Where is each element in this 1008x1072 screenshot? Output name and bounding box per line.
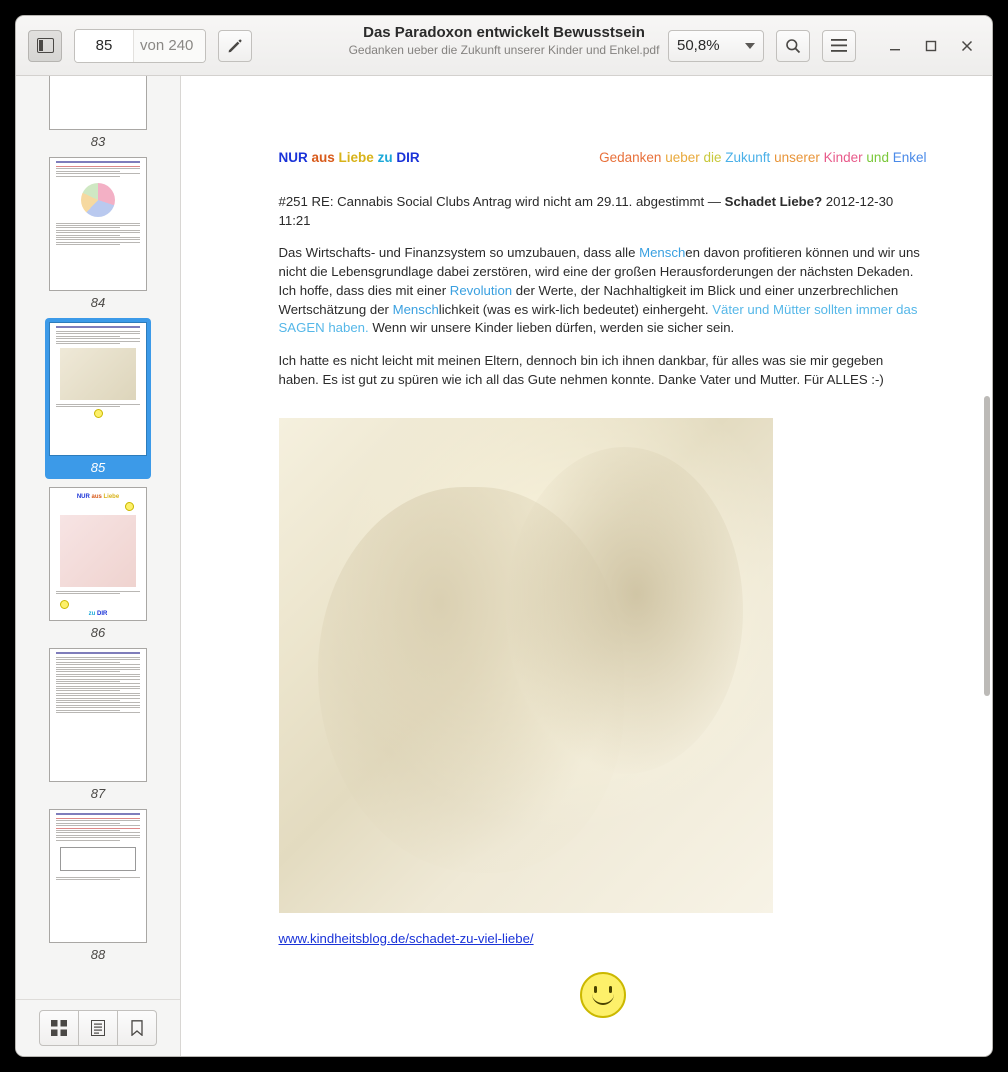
search-button[interactable] (776, 30, 810, 62)
thumbnail-page-image[interactable] (49, 322, 147, 456)
para-highlight: Väter und Mütter sollten immer das SAGEN haben. (278, 301, 918, 336)
page-photo (279, 418, 773, 913)
para-text: der Werte, der Nachhaltigkeit im Blick und einer unzerbrechlichen Wertschätzung der (278, 282, 899, 317)
minimize-button[interactable] (886, 37, 904, 55)
thumbnail-page-label: 88 (90, 947, 106, 962)
pdf-viewer-window (16, 16, 992, 1056)
document-link[interactable]: www.kindheitsblog.de/schadet-zu-viel-liebe/ (278, 930, 534, 946)
header-word: und (866, 150, 889, 165)
thumbnail-page-image[interactable]: NUR aus Liebe zu DIR (49, 487, 147, 621)
page-total-label: von 240 (133, 30, 205, 62)
sidebar (16, 76, 181, 1056)
zoom-selector[interactable] (668, 30, 764, 62)
bookmark-icon (131, 1020, 143, 1036)
window-body (16, 76, 992, 1056)
menu-icon (831, 39, 847, 52)
page-number-box[interactable] (74, 29, 206, 63)
para-colored-word: Mensch (639, 245, 686, 261)
header-word: Zukunft (725, 150, 771, 165)
header-word: aus (311, 150, 335, 165)
header-word: Enkel (892, 150, 927, 165)
para-colored-word: Mensch (392, 301, 439, 317)
thumbnails-view-button[interactable] (39, 1010, 79, 1046)
sidebar-icon (37, 38, 54, 53)
thumbnail-page-label: 83 (90, 134, 106, 149)
paragraph-2: Ich hatte es nicht leicht mit meinen Eltern, dennoch bin ich ihnen dankbar, für alles was sie mir gegeben haben. Es ist gut zu spüren wie ich all das Gute nehmen konnte. Danke Vater und Mutter. Für ALLES :-) (278, 353, 884, 387)
annotate-button[interactable] (218, 30, 252, 62)
maximize-icon (924, 39, 938, 53)
menu-button[interactable] (822, 30, 856, 62)
header-word: NUR (278, 150, 308, 165)
smiley-icon (580, 972, 626, 1018)
thumbnail-list[interactable] (16, 76, 180, 999)
thumbnail-page-label: 86 (90, 625, 106, 640)
thumbnail-item-selected[interactable] (16, 318, 180, 479)
close-button[interactable] (958, 37, 976, 55)
chevron-down-icon (745, 43, 755, 49)
window-controls (886, 37, 980, 55)
document-title: Das Paradoxon entwickelt Bewusstsein (363, 24, 645, 41)
thumbnail-item[interactable] (16, 648, 180, 801)
thumbnail-smiley-icon (94, 409, 103, 418)
thumbnail-heading: NUR aus Liebe (76, 494, 120, 500)
thumbnail-page-image[interactable] (49, 76, 147, 130)
page-header (279, 150, 927, 165)
document-view[interactable] (181, 76, 992, 1056)
para-text: Wenn wir unsere Kinder lieben dürfen, werden sie sicher sein. (368, 320, 735, 336)
thumbnail-page-image[interactable] (49, 648, 147, 782)
sidebar-toggle-button[interactable] (28, 30, 62, 62)
vertical-scrollbar[interactable] (984, 396, 990, 696)
paragraph-1 (279, 244, 927, 338)
close-icon (960, 39, 974, 53)
para-text: Das Wirtschafts- und Finanzsystem so umzubauen, dass alle (278, 245, 640, 261)
pen-icon (227, 38, 243, 54)
header-word: die (703, 150, 722, 165)
header-word: Liebe (338, 150, 374, 165)
thumbnail-item[interactable] (16, 76, 180, 149)
maximize-button[interactable] (922, 37, 940, 55)
list-icon (91, 1020, 105, 1036)
bookmarks-view-button[interactable] (118, 1010, 157, 1046)
header-word: Gedanken (599, 150, 662, 165)
header-word: Kinder (823, 150, 863, 165)
thumbnail-page-label: 87 (90, 786, 106, 801)
smiley-row (279, 972, 927, 1038)
post-meta-suffix: 2012-12-30 11:21 (278, 194, 894, 228)
document-filename: Gedanken ueber die Zukunft unserer Kinder und Enkel.pdf (348, 43, 660, 57)
thumbnail-item[interactable] (16, 487, 180, 640)
thumbnail-page-label: 84 (90, 295, 106, 310)
pdf-page (183, 76, 991, 1056)
thumbnail-photo (60, 348, 136, 400)
thumbnail-item[interactable] (16, 157, 180, 310)
page-header-left (279, 150, 420, 165)
header-word: DIR (396, 150, 420, 165)
thumbnail-item[interactable] (16, 809, 180, 962)
post-meta-bold: Schadet Liebe? (724, 194, 823, 209)
search-icon (785, 38, 801, 54)
header-word: unserer (774, 150, 820, 165)
post-meta-prefix: #251 RE: Cannabis Social Clubs Antrag wird nicht am 29.11. abgestimmt — (278, 194, 725, 209)
thumbnail-selection-highlight[interactable] (45, 318, 151, 479)
titlebar (16, 16, 992, 76)
sidebar-view-toolbar (16, 999, 180, 1056)
header-word: ueber (665, 150, 700, 165)
grid-icon (51, 1020, 67, 1036)
zoom-level-label: 50,8% (677, 37, 720, 54)
header-word: zu (377, 150, 393, 165)
thumbnail-pie-chart (81, 183, 115, 217)
outline-view-button[interactable] (79, 1010, 118, 1046)
page-header-right (599, 150, 926, 165)
page-number-input[interactable] (75, 30, 133, 62)
thumbnail-page-image[interactable] (49, 157, 147, 291)
post-meta-line (279, 193, 927, 230)
titlebar-right-group (668, 30, 980, 62)
para-colored-word: Revolution (449, 282, 513, 298)
para-text: en davon profitieren können und wir uns nicht die Lebensgrundlage dabei zerstören, wird eine der großen Herausforderungen der nächsten Dekaden. Ich hoffe, dass dies mit einer (278, 245, 920, 298)
thumbnail-page-label: 85 (90, 460, 106, 475)
minimize-icon (888, 39, 902, 53)
thumbnail-page-image[interactable] (49, 809, 147, 943)
para-text: lichkeit (was es wirk-lich bedeutet) einhergeht. (438, 301, 713, 317)
